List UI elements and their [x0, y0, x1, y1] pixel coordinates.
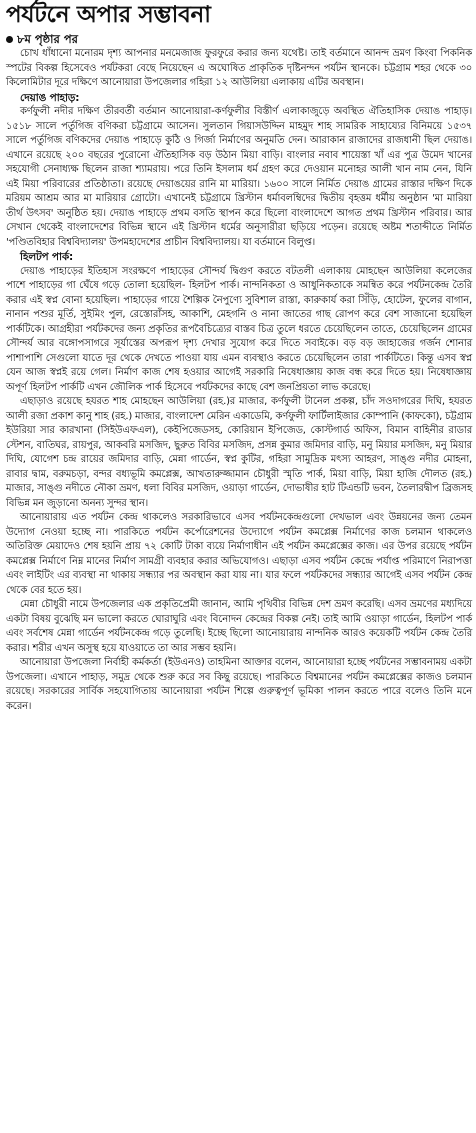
attractions-paragraph: এছাড়াও রয়েছে হযরত শাহ মোহছেন আউলিয়া (রহ.)র মাজার, কর্ণফুলী টানেল প্রকল্প, চাঁদ সওদাগরের দিঘি, হযরত আলী রজা প্রকাশ কানু শাহ (রহ.) মাজার, বাংলাদেশ মেরিন একাডেমি, কর্ণফুলী ফার্টিলাইজার কোম্পানি (কাফকো), চট্টগ্রাম ইউরিয়া সার কারখানা (সিইউএফএল), কেইপিজেডসহ, কোরিয়ান ইপিজেড, কোস্টগার্ড অফিস, বিমান বাহিনীর রাডার স্টেশন, বাতিঘর, রায়পুর, আকবরি মসজিদ, ছুরুত বিবির মসজিদ, প্রসন্ন কুমার জমিদার বাড়ি, মনু মিয়ার মসজিদ, মনু মিয়ার দিঘি, যোগেশ চন্দ্র রায়ের জমিদার বাড়ি, মেন্না গার্ডেন, স্বপ্ন কুটির, গহিরা সামুদ্রিক মৎস্য আহরণ, সাঙ্গু নদীর মোহনা, রাবার দ্বাম, বরুমচড়া, বন্দর বধ্যভূমি কমপ্লেক্স, আখতারুজ্জামান চৌধুরী স্মৃতি পার্ক, মিয়া বাড়ি, মিয়া হাজি দৌলত (রহ.) মাজার, সাঙ্গু নদীতে নৌকা ভ্রমণ, ধলা বিবির মসজিদ, ওয়াড়া গার্ডেন, দোভাষীর হাট টিএন্ডটি ভবন, তৈলারদ্বীপ ব্রিজসহ বিভিন্ন মন জুড়ানো অনন্য সুন্দর স্থান।: [6, 396, 472, 509]
article-body: [6, 47, 472, 714]
section-heading-hilltop-park: হিলটপ পার্ক:: [20, 251, 73, 263]
intro-paragraph: চোখ ধাঁধানো মনোরম দৃশ্য আপনার মনমেজাজ ফুরফুরে করার জন্য যথেষ্ট। তাই বর্তমানে আনন্দ ভ্রমণ কিংবা পিকনিক স্পটের বিকল্প হিসেবেও পর্যটকরা বেছে নিয়েছেন এ অঘোষিত প্রাকৃতিক দৃষ্টিনন্দন পর্যটন স্থানকে। চট্টগ্রাম শহর থেকে ৩০ কিলোমিটার দূরে দক্ষিণে আনোয়ারা উপজেলার গহিরা ১২ আউলিয়া এলাকায় এটির অবস্থান।: [6, 48, 472, 88]
bullet-icon: [6, 36, 13, 43]
uno-statement-paragraph: আনোয়ারা উপজেলা নির্বাহী কর্মকর্তা (ইউএনও) তাহমিনা আক্তার বলেন, আনোয়ারা হচ্ছে পর্যটনের সম্ভাবনাময় একটা উপজেলা। এখানে পাহাড়, সমুদ্র থেকে শুরু করে সব কিছু রয়েছে। পারকিতে বিশ্বমানের পর্যটন কমপ্লেক্সের কাজও চলমান রয়েছে। সরকারের সার্বিক সহযোগিতায় আনোয়ারা পর্যটন শিল্পে গুরুত্বপূর্ণ ভূমিকা পালন করতে পারে বলেও তিনি মনে করেন।: [6, 657, 472, 712]
article-headline: পর্যটনে অপার সম্ভাবনা: [6, 2, 211, 28]
government-neglect-paragraph: আনোয়ারায় এত পর্যটন কেন্দ্র থাকলেও সরকারিভাবে এসব পর্যটনকেন্দ্রগুলো দেখভাল এবং উন্নয়নের জন্য তেমন উদ্যোগ নেওয়া হচ্ছে না। পারকিতে পর্যটন কর্পোরেশনের উদ্যোগে পর্যটন কমপ্লেক্স নির্মাণের কাজ চলমান থাকলেও অতিরিক্ত মেয়াদেও শেষ হয়নি প্রায় ৭২ কোটি টাকা ব্যয়ে নির্মাণাধীন এই পর্যটন কমপ্লেক্সের কাজ। এর উপর রয়েছে পর্যটন কমপ্লেক্স নির্মাণে নিম্ন মানের নির্মাণ সামগ্রী ব্যবহার করার অভিযোগও। এছাড়া এসব পর্যটন কেন্দ্রে পর্যাপ্ত পরিমাণে নিরাপত্তা এবং লাইটিং এর ব্যবস্থা না থাকায় সন্ধ্যার পর অবস্থান করা যায় না। যার ফলে পর্যটকদের সন্ধ্যার আগেই এসব পর্যটন কেন্দ্র থেকে বের হতে হয়।: [6, 512, 472, 596]
hilltop-park-paragraph: দেয়াঙ পাহাড়ের ইতিহাস সংরক্ষণে পাহাড়ের সৌন্দর্য দ্বিগুণ করতে বটতলী এলাকায় মোহছেন আউলিয়া কলেজের পাশে পাহাড়ের গা ঘেঁষে গড়ে তোলা হয়েছিল- হিলটপ পার্ক। নান্দনিকতা ও আধুনিকতাকে সমন্বিত করে পর্যটনকেন্দ্র তৈরি করার এই স্বপ্ন বোনা হয়েছিল। পাহাড়ের গায়ে শৈল্পিক নৈপুণ্যে সুবিশাল রাস্তা, কারুকার্য করা সিঁড়ি, হোটেল, ফুলের বাগান, নানান পশুর মূর্তি, সুইমিং পুল, রেস্তোরাঁসহ, আকাশি, মেহগনি ও নানা জাতের গাছ রোপণ করে বেশ সাজানো হয়েছিল পার্কটিকে। আগ্রহীরা পর্যটকদের জন্য প্রকৃতির রূপবৈচিত্র্যের বাস্তব চিত্র তুলে ধরতে চেয়েছিলেন তাতে, চেয়েছিলেন গ্রামের সৌন্দর্য আর বঙ্গোপসাগরে সূর্যাস্তের অপরূপ দৃশ্য দেখার সুযোগ করে দিতে সবাইকে। বড় বড় জাহাজের গর্জন শোনার পাশাপাশি সেগুলো যাতে দূর থেকে দেখতে পাওয়া যায় এমন ব্যবস্থাও করতে চেয়েছিলেন তারা পার্কটিতে। কিন্তু এসব স্বপ্ন যেন আজ স্বপ্নই রয়ে গেল। নির্মাণ কাজ শেষ হওয়ার আগেই সরকারি নিষেধাজ্ঞায় কাজ বন্ধ করে দিতে হয়। নিষেধাজ্ঞায় অপূর্ণ হিলটপ পার্কটি এখন জৌলিক পার্ক হিসেবে পর্যটকদের কাছে বেশ জনপ্রিয়তা লাভ করেছে।: [6, 265, 472, 393]
section-heading-deyang-hill: দেয়াঙ পাহাড়:: [20, 91, 80, 104]
continued-from-note: [6, 32, 472, 47]
nature-lover-quote-paragraph: মেন্না চৌধুরী নামে উপজেলার এক প্রকৃতিপ্রেমী জানান, আমি পৃথিবীর বিভিন্ন দেশ ভ্রমণ করেছি। এসব ভ্রমণের মধ্যদিয়ে একটা বিষয় বুঝেছি মন ভালো করতে ঘোরাঘুরি এবং বিনোদন কেন্দ্রের বিকল্প নেই। তাই আমি ওয়াড়া গার্ডেন, হিলটপ পার্ক এবং সর্বশেষ মেন্না গার্ডেন পর্যটনকেন্দ্র গড়ে তুলেছি। ইচ্ছে ছিলো আনোয়ারায় নান্দনিক আরও কয়েকটি পর্যটন কেন্দ্র তৈরি করার। শরীর এখন অসুস্থ হয়ে যাওয়াতে তা আর সম্ভব হয়নি।: [6, 599, 472, 654]
deyang-hill-paragraph: কর্ণফুলী নদীর দক্ষিণ তীরবর্তী বর্তমান আনোয়ারা-কর্ণফুলীর বিস্তীর্ণ এলাকাজুড়ে অবস্থিত ঐতিহাসিক দেয়াঙ পাহাড়। ১৫১৮ সালে পর্তুগিজ বণিকরা চট্টগ্রামে আসেন। সুলতান গিয়াসউদ্দিন মাহমুদ শাহ সামরিক সাহায্যের বিনিময়ে ১৫৩৭ সালে পর্তুগিজ বণিকদের দেয়াঙ পাহাড়ে কুঠি ও গির্জা নির্মাণের অনুমতি দেন। আরাকান রাজাদের রাজধানী ছিল দেয়াঙ। এখানে রয়েছে ২০০ বছরের পুরোনো ঐতিহাসিক বড় উঠান মিয়া বাড়ি। বাংলার নবাব শায়েস্তা খাঁ এর পুত্র উমেদ খানের সহযোগী সেনাধ্যক্ষ ছিলেন রাজা শ্যামরায়। পরে তিনি ইসলাম ধর্ম গ্রহণ করে দেওয়ান মনোহর আলী খান নাম নেন, যিনি এই মিয়া পরিবারের প্রতিষ্ঠাতা। রয়েছে দেয়াঙয়ের রানি মা মারিয়া। ১৬০০ সালে নির্মিত দেয়াঙ গ্রামের রাস্তার দক্ষিণ দিকে মরিয়ম আশ্রম আর মা মারিয়ার গ্রোটো। এখানেই চট্টগ্রামে খ্রিস্টান ধর্মাবলম্বিদের দ্বিতীয় বৃহত্তম ধর্মীয় অনুষ্ঠান 'মা মারিয়া তীর্থ উৎসব' অনুষ্ঠিত হয়। দেয়াঙ পাহাড়ে প্রথম বসতি স্থাপন করে ছিলো বাংলাদেশে আগত প্রথম খ্রিস্টান পরিবার। আর সেখান থেকেই বাংলাদেশের বিভিন্ন স্থানে এই খ্রিস্টান ধর্মের অনুসারীরা ছড়িয়ে পড়েন। রয়েছে অষ্টম শতাব্দীতে নির্মিত 'পণ্ডিতবিহার বিশ্ববিদ্যালয়' উপমহাদেশের প্রাচীন বিশ্ববিদ্যালয়। যা বর্তমানে বিলুপ্ত।: [6, 106, 472, 248]
continued-label: ৮ম পৃষ্ঠার পর: [17, 32, 78, 46]
